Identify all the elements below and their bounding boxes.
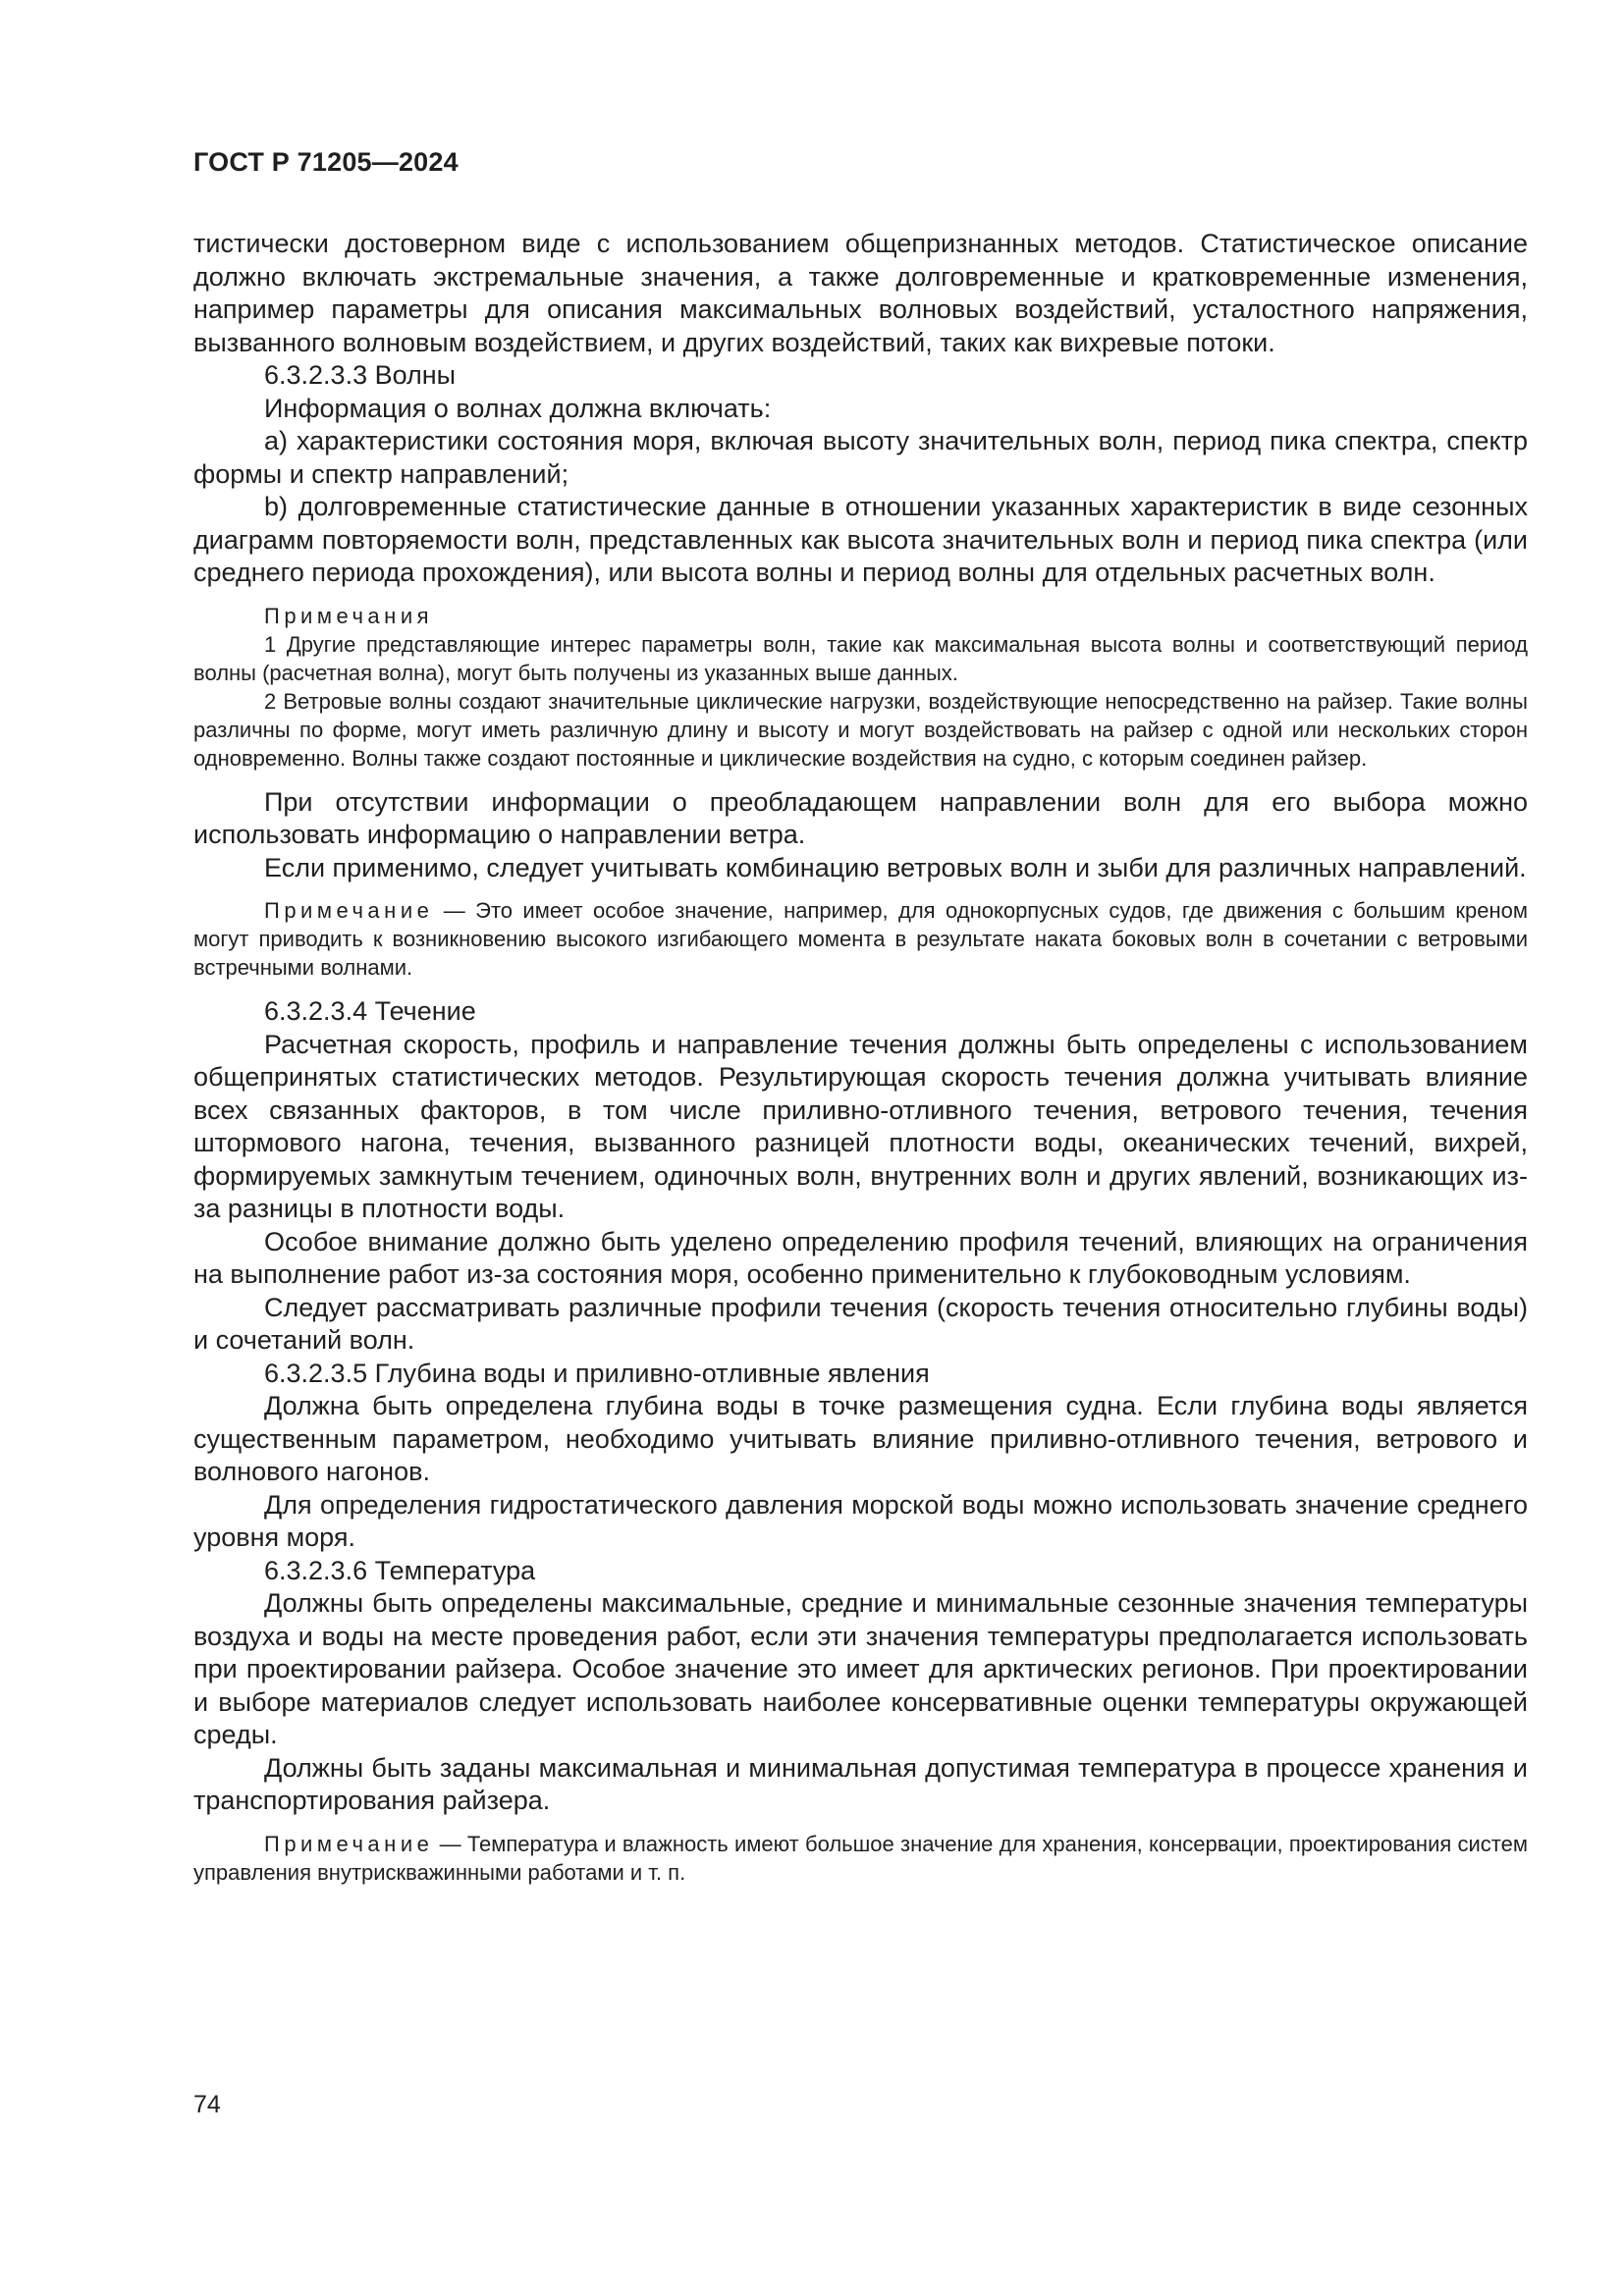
paragraph: Для определения гидростатического давления морской воды можно использовать значение среднего уровня моря. bbox=[193, 1489, 1528, 1552]
section-heading-temperature: 6.3.2.3.6 Температура bbox=[264, 1555, 536, 1585]
note-item-1: 1 Другие представляющие интерес параметры волн, такие как максимальная высота волны и соответствующий период волны (расчетная волна), могут быть получены из указанных выше данных. bbox=[193, 631, 1528, 685]
note-text: — Это имеет особое значение, например, для однокорпусных судов, где движения с большим креном могут приводить к возникновению высокого изгибающего момента в результате наката боковых волн в сочетании с ветровыми встречными волнами. bbox=[193, 898, 1528, 980]
document-page bbox=[193, 0, 1528, 2296]
note-label: Примечание bbox=[264, 1831, 434, 1856]
note-block bbox=[193, 896, 1528, 982]
paragraph: Информация о волнах должна включать: bbox=[264, 393, 772, 423]
paragraph: Если применимо, следует учитывать комбинацию ветровых волн и зыби для различных направлений. bbox=[264, 852, 1527, 882]
notes-block bbox=[193, 602, 1528, 773]
paragraph: Должна быть определена глубина воды в точке размещения судна. Если глубина воды является существенным параметром, необходимо учитывать влияние приливно-отливного течения, ветрового и волнового нагонов. bbox=[193, 1391, 1528, 1486]
paragraph: Следует рассматривать различные профили течения (скорость течения относительно глубины воды) и сочетаний волн. bbox=[193, 1292, 1528, 1355]
note-block bbox=[193, 1830, 1528, 1887]
list-item-b: b) долговременные статистические данные в отношении указанных характеристик в виде сезонных диаграмм повторяемости волн, представленных как высота значительных волн и период пика спектра (или среднего периода прохождения), или высота волны и период волны для отдельных расчетных волн. bbox=[193, 492, 1528, 587]
document-body bbox=[193, 228, 1528, 1900]
paragraph: Должны быть заданы максимальная и минимальная допустимая температура в процессе хранения и транспортирования райзера. bbox=[193, 1752, 1528, 1815]
section-heading-depth: 6.3.2.3.5 Глубина воды и приливно-отливные явления bbox=[264, 1358, 930, 1388]
note-paragraph bbox=[193, 896, 1528, 982]
paragraph: Расчетная скорость, профиль и направление течения должны быть определены с использованием общепринятых статистических методов. Результирующая скорость течения должна учитывать влияние всех связанных факторов, в том числе приливно-отливного течения, ветрового течения, течения штормового нагона, течения, вызванного разницей плотности воды, океанических течений, вихрей, формируемых замкнутым течением, одиночных волн, внутренних волн и других явлений, возникающих из-за разницы в плотности воды. bbox=[193, 1029, 1528, 1223]
note-text: — Температура и влажность имеют большое значение для хранения, консервации, проектирования систем управления внутрискважинными работами и т. п. bbox=[193, 1831, 1528, 1885]
list-item-a: a) характеристики состояния моря, включая высоту значительных волн, период пика спектра, спектр формы и спектр направлений; bbox=[193, 426, 1528, 489]
page-number: 74 bbox=[193, 2091, 221, 2118]
paragraph: Должны быть определены максимальные, средние и минимальные сезонные значения температуры воздуха и воды на месте проведения работ, если эти значения температуры предполагается использовать при проектировании райзера. Особое значение это имеет для арктических регионов. При проектировании и выборе материалов следует использовать наиболее консервативные оценки температуры окружающей среды. bbox=[193, 1588, 1528, 1749]
note-item-2: 2 Ветровые волны создают значительные циклические нагрузки, воздействующие непосредственно на райзер. Такие волны различны по форме, могут иметь различную длину и высоту и могут воздействовать на райзер с одной или нескольких сторон одновременно. Волны также создают постоянные и циклические воздействия на судно, с которым соединен райзер. bbox=[193, 688, 1528, 771]
note-paragraph bbox=[193, 1830, 1528, 1887]
section-heading-waves: 6.3.2.3.3 Волны bbox=[264, 360, 457, 390]
paragraph-continued: тистически достоверном виде с использованием общепризнанных методов. Статистическое описание должно включать экстремальные значения, а также долговременные и кратковременные изменения, например параметры для описания максимальных волновых воздействий, усталостного напряжения, вызванного волновым воздействием, и других воздействий, таких как вихревые потоки. bbox=[193, 229, 1528, 357]
section-heading-current: 6.3.2.3.4 Течение bbox=[264, 996, 476, 1026]
note-label: Примечание bbox=[264, 898, 434, 923]
notes-title: Примечания bbox=[264, 603, 434, 628]
paragraph: Особое внимание должно быть уделено определению профиля течений, влияющих на ограничения на выполнение работ из-за состояния моря, особенно применительно к глубоководным условиям. bbox=[193, 1226, 1528, 1289]
document-header: ГОСТ Р 71205—2024 bbox=[193, 147, 459, 177]
paragraph: При отсутствии информации о преобладающем направлении волн для его выбора можно использовать информацию о направлении ветра. bbox=[193, 786, 1528, 849]
